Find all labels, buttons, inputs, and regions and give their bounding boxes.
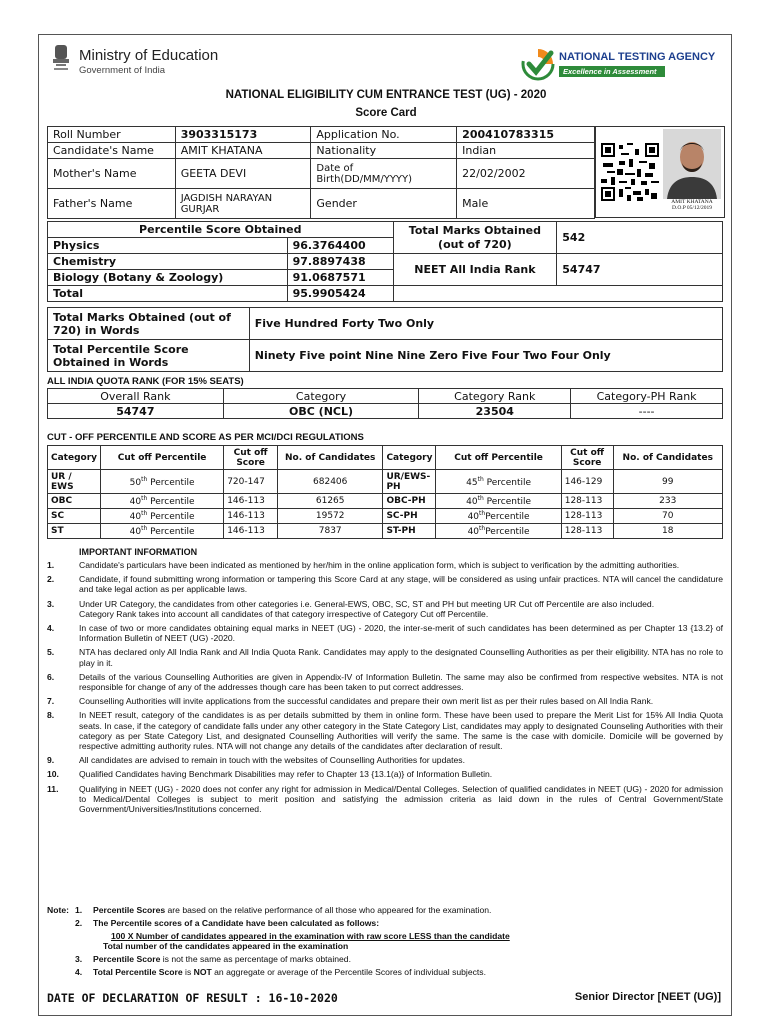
item-text-extra: Category Rank takes into account all candidates of that category irrespective of Category Cut off Percentile. xyxy=(79,608,489,619)
cutoff-percentile-ph xyxy=(436,470,561,494)
pct-num: 40 xyxy=(129,512,142,522)
item-number: 11. xyxy=(47,783,59,794)
qr-code-icon xyxy=(601,143,659,201)
pct-word: Percentile xyxy=(147,477,195,488)
father-label: Father's Name xyxy=(48,189,176,219)
pct-word: Percentile xyxy=(483,477,532,488)
item-text: In case of two or more candidates obtaining equal marks in NEET (UG) - 2020, the inter-se-merit of such candidates has been determined as per Chapter 13 {13.2} of Information Bulletin of NEET (UG) -2020. xyxy=(79,623,723,644)
notes-section xyxy=(47,905,723,980)
dob-value: 22/02/2002 xyxy=(457,159,595,189)
cutoff-col-percentile-ph: Cut off Percentile xyxy=(436,446,561,470)
pct-sup: th xyxy=(477,495,484,502)
cutoff-candidates: 19572 xyxy=(277,509,382,524)
cutoff-col-candidates: No. of Candidates xyxy=(277,446,382,470)
father-value: JAGDISH NARAYAN GURJAR xyxy=(175,189,311,219)
subject-biology: Biology (Botany & Zoology) xyxy=(48,270,288,286)
score-card-title: Score Card xyxy=(355,107,417,119)
percentile-score-table xyxy=(47,221,723,302)
pct-num: 40 xyxy=(466,497,478,507)
cutoff-candidates: 61265 xyxy=(277,494,382,509)
cutoff-col-category: Category xyxy=(48,446,101,470)
cutoff-candidates: 7837 xyxy=(277,524,382,539)
quota-rank-heading: ALL INDIA QUOTA RANK (FOR 15% SEATS) xyxy=(47,376,244,387)
note-label: Note: xyxy=(47,905,69,915)
list-item xyxy=(47,769,723,779)
photo-caption xyxy=(663,199,721,211)
cutoff-col-score-ph: Cut off Score xyxy=(561,446,613,470)
note-3-text: is not the same as percentage of marks obtained. xyxy=(160,954,351,964)
note-4-bold: Total Percentile Score xyxy=(93,967,183,977)
score-chemistry: 97.8897438 xyxy=(287,254,393,270)
quota-col-category: Category xyxy=(223,389,419,404)
item-number: 1. xyxy=(47,560,55,570)
cutoff-col-score: Cut off Score xyxy=(224,446,278,470)
formula-numerator: 100 X Number of candidates appeared in the examination with raw score LESS than the candidate xyxy=(111,931,510,941)
item-number: 7. xyxy=(47,696,55,707)
subject-physics: Physics xyxy=(48,238,288,254)
item-number: 5. xyxy=(47,647,55,658)
item-text: Candidate, if found submitting wrong information or tampering this Score Card at any stage, will be considered as using unfair practices. NTA will cancel the candidature and take legal action as per applicable laws. xyxy=(79,574,723,595)
cutoff-score-ph: 146-129 xyxy=(561,470,613,494)
list-item xyxy=(47,647,723,667)
cutoff-category-ph: UR/EWS-PH xyxy=(383,470,436,494)
cutoff-percentile-ph xyxy=(436,524,561,539)
cutoff-score-ph: 128-113 xyxy=(561,494,613,509)
candidate-photo xyxy=(663,129,721,199)
cutoff-score-ph: 128-113 xyxy=(561,509,613,524)
photo-caption-dop: D.O.P 05/12/2019 xyxy=(672,205,712,211)
percentile-head: Percentile Score Obtained xyxy=(48,222,394,238)
cutoff-category: UR / EWS xyxy=(48,470,101,494)
item-text: Qualifying in NEET (UG) - 2020 does not confer any right for admission in Medical/Dental Colleges. Selection of qualified candidates in NEET (UG) - 2020 for admission to Medical/Dental Colleges is subject to merit position and satisfying the admission criteria as laid down in the rules of Central Government/State Government/Universities/Institutions concerned. xyxy=(79,783,723,815)
gender-label: Gender xyxy=(311,189,457,219)
cutoff-percentile xyxy=(101,494,224,509)
list-item xyxy=(47,623,723,643)
table-row xyxy=(48,524,723,539)
total-marks-label: Total Marks Obtained (out of 720) xyxy=(393,222,557,254)
ministry-name: Ministry of Education xyxy=(79,47,219,64)
cutoff-percentile-ph xyxy=(436,494,561,509)
marks-words-label: Total Marks Obtained (out of 720) in Words xyxy=(48,308,250,340)
mother-label: Mother's Name xyxy=(48,159,176,189)
roll-value: 3903315173 xyxy=(175,127,311,143)
cutoff-category-ph: ST-PH xyxy=(383,524,436,539)
item-number: 2. xyxy=(47,574,55,585)
pct-sup: th xyxy=(141,525,148,532)
note-number: 1. xyxy=(75,905,83,915)
note-1-bold: Percentile Scores xyxy=(93,905,166,915)
photo-caption-name: AMIT KHATANA xyxy=(671,199,713,205)
list-item xyxy=(47,784,723,815)
pct-sup: th xyxy=(141,510,148,517)
gender-value: Male xyxy=(457,189,595,219)
score-physics: 96.3764400 xyxy=(287,238,393,254)
quota-rank-table xyxy=(47,388,723,419)
pct-sup: th xyxy=(479,525,486,532)
nationality-value: Indian xyxy=(457,143,595,159)
item-number: 3. xyxy=(47,598,55,609)
item-number: 6. xyxy=(47,671,55,682)
pct-num: 50 xyxy=(129,477,142,488)
rank-value: 54747 xyxy=(557,254,723,286)
percentile-words-value: Ninety Five point Nine Nine Zero Five Four Two Four Only xyxy=(249,340,722,372)
list-item xyxy=(47,672,723,692)
pct-sup: th xyxy=(479,510,486,517)
note-4-mid: is xyxy=(182,967,194,977)
pct-num: 40 xyxy=(129,497,142,507)
pct-word: Percentile xyxy=(485,527,530,537)
person-photo-icon xyxy=(663,129,721,199)
cutoff-category: OBC xyxy=(48,494,101,509)
list-item xyxy=(47,755,723,765)
pct-word: Percentile xyxy=(147,527,195,537)
table-row xyxy=(48,509,723,524)
item-number: 9. xyxy=(47,755,55,766)
nationality-label: Nationality xyxy=(311,143,457,159)
quota-col-category-rank: Category Rank xyxy=(419,389,571,404)
item-text: NTA has declared only All India Rank and All India Quota Rank. Candidates may apply to the designated Counselling Authorities as per their eligibility. NTA has no role to play in it. xyxy=(79,647,723,668)
signatory: Senior Director [NEET (UG)] xyxy=(574,991,721,1003)
nta-tagline: Excellence in Assessment xyxy=(559,66,665,77)
note-number: 2. xyxy=(75,918,83,928)
cutoff-percentile xyxy=(101,509,224,524)
quota-col-overall: Overall Rank xyxy=(48,389,224,404)
important-info-list xyxy=(47,560,723,818)
note-1 xyxy=(47,905,723,915)
item-number: 4. xyxy=(47,623,55,634)
cutoff-col-candidates-ph: No. of Candidates xyxy=(613,446,722,470)
list-item xyxy=(47,574,723,594)
cutoff-table xyxy=(47,445,723,539)
item-text-main: Under UR Category, the candidates from other categories i.e. General-EWS, OBC, SC, ST and PH but meeting UR Cut off Percentile are also included. xyxy=(79,598,655,609)
note-2-formula-den xyxy=(47,941,723,951)
nta-name: NATIONAL TESTING AGENCY xyxy=(559,51,716,63)
cutoff-percentile-ph xyxy=(436,509,561,524)
cutoff-candidates-ph: 233 xyxy=(613,494,722,509)
cutoff-candidates-ph: 70 xyxy=(613,509,722,524)
quota-col-ph-rank: Category-PH Rank xyxy=(571,389,723,404)
rank-label: NEET All India Rank xyxy=(393,254,557,286)
candidate-details-table xyxy=(47,126,595,219)
quota-category-value: OBC (NCL) xyxy=(223,404,419,419)
item-text: All candidates are advised to remain in touch with the websites of Counselling Authorities for updates. xyxy=(79,755,465,766)
pct-word: Percentile xyxy=(485,512,530,522)
pct-word: Percentile xyxy=(147,497,195,507)
blank-cell xyxy=(393,286,722,302)
item-number: 8. xyxy=(47,710,55,721)
note-3 xyxy=(47,954,723,964)
pct-sup: th xyxy=(477,475,484,483)
cutoff-percentile xyxy=(101,470,224,494)
note-1-text: are based on the relative performance of all those who appeared for the examination. xyxy=(165,905,492,915)
declaration-date: DATE OF DECLARATION OF RESULT : 16-10-2020 xyxy=(47,991,338,1005)
quota-category-rank-value: 23504 xyxy=(419,404,571,419)
note-2 xyxy=(47,918,723,928)
cutoff-score: 146-113 xyxy=(224,494,278,509)
item-number: 10. xyxy=(47,769,59,780)
note-4-bold2: NOT xyxy=(193,967,212,977)
government-name: Government of India xyxy=(79,65,166,76)
formula-denominator: Total number of the candidates appeared in the examination xyxy=(103,941,349,951)
subject-chemistry: Chemistry xyxy=(48,254,288,270)
cutoff-col-category-ph: Category xyxy=(383,446,436,470)
note-4 xyxy=(47,967,723,977)
application-value: 200410783315 xyxy=(457,127,595,143)
note-number: 4. xyxy=(75,967,83,977)
list-item xyxy=(47,560,723,570)
score-card xyxy=(38,34,732,1016)
quota-ph-rank-value: ---- xyxy=(571,404,723,419)
note-2-formula xyxy=(47,931,723,941)
pct-sup: th xyxy=(141,495,148,502)
item-text: Qualified Candidates having Benchmark Disabilities may refer to Chapter 13 {13.1(a)} of Information Bulletin. xyxy=(79,769,493,780)
cutoff-candidates: 682406 xyxy=(277,470,382,494)
percentile-words-label: Total Percentile Score Obtained in Words xyxy=(48,340,250,372)
score-total: 95.9905424 xyxy=(287,286,393,302)
cutoff-candidates-ph: 18 xyxy=(613,524,722,539)
pct-num: 45 xyxy=(466,477,478,488)
nta-logo-icon xyxy=(521,47,555,81)
important-info-heading: IMPORTANT INFORMATION xyxy=(79,547,198,557)
item-text: Candidate's particulars have been indicated as mentioned by her/him in the online application form, which is subject to verification by the admitting authorities. xyxy=(79,560,680,570)
dob-label: Date of Birth(DD/MM/YYYY) xyxy=(311,159,457,189)
note-2-bold: The Percentile scores of a Candidate have been calculated as follows: xyxy=(93,918,380,928)
cutoff-score: 146-113 xyxy=(224,524,278,539)
note-number: 3. xyxy=(75,954,83,964)
cutoff-score-ph: 128-113 xyxy=(561,524,613,539)
national-emblem-icon xyxy=(51,43,71,73)
marks-words-value: Five Hundred Forty Two Only xyxy=(249,308,722,340)
list-item xyxy=(47,599,723,619)
cutoff-score: 146-113 xyxy=(224,509,278,524)
pct-word: Percentile xyxy=(483,497,532,507)
cutoff-candidates-ph: 99 xyxy=(613,470,722,494)
note-3-bold: Percentile Score xyxy=(93,954,161,964)
name-label: Candidate's Name xyxy=(48,143,176,159)
quota-overall-value: 54747 xyxy=(48,404,224,419)
application-label: Application No. xyxy=(311,127,457,143)
pct-num: 40 xyxy=(467,512,480,522)
cutoff-category-ph: SC-PH xyxy=(383,509,436,524)
table-row xyxy=(48,470,723,494)
table-row xyxy=(48,494,723,509)
pct-word: Percentile xyxy=(147,512,195,522)
name-value: AMIT KHATANA xyxy=(175,143,311,159)
mother-value: GEETA DEVI xyxy=(175,159,311,189)
cutoff-col-percentile: Cut off Percentile xyxy=(101,446,224,470)
item-text: Counselling Authorities will invite applications from the successful candidates and prepare their own merit list as per their rules based on All India Rank. xyxy=(79,696,654,707)
total-marks-value: 542 xyxy=(557,222,723,254)
subject-total: Total xyxy=(48,286,288,302)
exam-title: NATIONAL ELIGIBILITY CUM ENTRANCE TEST (UG) - 2020 xyxy=(225,89,547,101)
cutoff-percentile xyxy=(101,524,224,539)
score-biology: 91.0687571 xyxy=(287,270,393,286)
list-item xyxy=(47,710,723,751)
marks-in-words-table xyxy=(47,307,723,372)
pct-sup: th xyxy=(141,475,148,483)
list-item xyxy=(47,696,723,706)
roll-label: Roll Number xyxy=(48,127,176,143)
cutoff-score: 720-147 xyxy=(224,470,278,494)
cutoff-category-ph: OBC-PH xyxy=(383,494,436,509)
pct-num: 40 xyxy=(467,527,480,537)
cutoff-category: ST xyxy=(48,524,101,539)
cutoff-category: SC xyxy=(48,509,101,524)
item-text xyxy=(79,599,723,619)
item-text: Details of the various Counselling Authorities are given in Appendix-IV of Information Bulletin. The same may also be confirmed from respective websites. NTA is not responsible for change of any of the addresses though care has been taken to put correct addresses. xyxy=(79,671,723,693)
item-text: In NEET result, category of the candidates is as per details submitted by them in online form. These have been used to prepare the Merit List for 15% All India Quota seats. In case, if the category of candidate falls under any other category in the State Category List, candidates may apply to designated Counseling Authorities with their category as per State Category List, and designated Counselling Authorities will verify the same. The same is the case with domicile. Domicile will be governed by respective admitting authority rules. NTA will not change any details of the candidates after declaration of result. xyxy=(79,710,723,752)
pct-num: 40 xyxy=(129,527,142,537)
note-4-text: an aggregate or average of the Percentile Scores of individual subjects. xyxy=(211,967,486,977)
cutoff-heading: CUT - OFF PERCENTILE AND SCORE AS PER MCI/DCI REGULATIONS xyxy=(47,432,364,443)
